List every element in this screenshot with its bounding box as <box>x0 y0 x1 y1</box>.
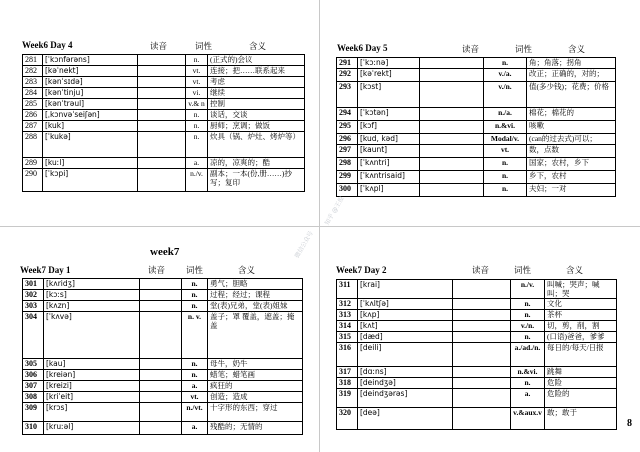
table-row <box>23 132 305 158</box>
spelling-blank <box>453 332 511 343</box>
table-row <box>23 290 303 301</box>
part-of-speech: vt. <box>186 77 208 88</box>
table-row <box>23 77 305 88</box>
meaning: 咳嗽 <box>527 121 616 134</box>
word-number: 318 <box>337 378 358 389</box>
spelling-blank <box>453 299 511 310</box>
table-row <box>23 55 305 66</box>
q3-vocab-table <box>22 278 303 435</box>
table-row <box>337 408 617 430</box>
pronunciation: [kaunt] <box>358 145 420 158</box>
pronunciation: [kɔf] <box>358 121 420 134</box>
spelling-blank <box>453 367 511 378</box>
q4-title: Week7 Day 2 <box>336 265 387 275</box>
table-row <box>337 310 617 321</box>
q4-vocab-table <box>336 279 617 430</box>
spelling-blank <box>138 66 186 77</box>
spelling-blank <box>138 110 186 121</box>
part-of-speech: v./n. <box>484 82 527 108</box>
meaning: 跳舞 <box>545 367 617 378</box>
spelling-blank <box>140 392 182 403</box>
word-number: 284 <box>23 88 43 99</box>
pronunciation: [kənˈsɪdə] <box>43 77 138 88</box>
spelling-blank <box>138 121 186 132</box>
spelling-blank <box>420 121 484 134</box>
spelling-blank <box>453 310 511 321</box>
table-row <box>337 343 617 367</box>
horizontal-divider <box>0 226 640 227</box>
pronunciation: [krɔs] <box>44 403 140 422</box>
table-row <box>23 312 303 359</box>
meaning: 盖子；罩 覆盖，遮盖；掩盖 <box>208 312 303 359</box>
spelling-blank <box>138 77 186 88</box>
word-number: 296 <box>337 134 358 145</box>
table-row <box>23 403 303 422</box>
part-of-speech: a. <box>182 422 208 435</box>
word-number: 290 <box>23 169 43 192</box>
pronunciation: [kʌp] <box>358 310 453 321</box>
pronunciation: [ˈkɔːnə] <box>358 58 420 69</box>
pronunciation: [kɔst] <box>358 82 420 108</box>
spelling-blank <box>140 279 182 290</box>
meaning: 每日的/每天/日报 <box>545 343 617 367</box>
pronunciation: [kau] <box>44 359 140 370</box>
meaning: 蜡笔；蜡笔画 <box>208 370 303 381</box>
spelling-blank <box>420 184 484 197</box>
word-number: 287 <box>23 121 43 132</box>
spelling-blank <box>420 108 484 121</box>
table-row <box>23 88 305 99</box>
word-number: 297 <box>337 145 358 158</box>
word-number: 289 <box>23 158 43 169</box>
part-of-speech: n./vt. <box>182 403 208 422</box>
q2-pos-header: 词性 <box>515 44 533 54</box>
spelling-blank <box>420 145 484 158</box>
part-of-speech: n. <box>186 121 208 132</box>
meaning: 叫喊；哭声；喊叫；哭 <box>545 280 617 299</box>
table-row <box>337 321 617 332</box>
spelling-blank <box>140 312 182 359</box>
meaning: 危险的 <box>545 389 617 408</box>
word-number: 309 <box>23 403 44 422</box>
meaning: 继续 <box>208 88 305 99</box>
pronunciation: [ˈkɔnfərəns] <box>43 55 138 66</box>
pronunciation: [ˈkɔpi] <box>43 169 138 192</box>
part-of-speech: n. <box>511 310 545 321</box>
table-row <box>337 145 616 158</box>
meaning: 副本；一本(份,册……)抄写；复印 <box>208 169 305 192</box>
part-of-speech: n. <box>511 332 545 343</box>
spelling-blank <box>453 389 511 408</box>
part-of-speech: n. <box>511 378 545 389</box>
meaning: 夫妇；一对 <box>527 184 616 197</box>
word-number: 293 <box>337 82 358 108</box>
q3-meaning-header: 含义 <box>238 265 256 275</box>
word-number: 314 <box>337 321 358 332</box>
table-row <box>337 332 617 343</box>
spelling-blank <box>140 301 182 312</box>
pronunciation: [ˈkɔtən] <box>358 108 420 121</box>
spelling-blank <box>138 99 186 110</box>
pronunciation: [deili] <box>358 343 453 367</box>
spelling-blank <box>138 158 186 169</box>
spelling-blank <box>420 171 484 184</box>
word-number: 303 <box>23 301 44 312</box>
part-of-speech: vt. <box>484 145 527 158</box>
pronunciation: [ˈkʌvə] <box>44 312 140 359</box>
meaning: 文化 <box>545 299 617 310</box>
meaning: 考虑 <box>208 77 305 88</box>
pronunciation: [ˈkʌntrisaid] <box>358 171 420 184</box>
part-of-speech: n. <box>484 58 527 69</box>
word-number: 298 <box>337 158 358 171</box>
part-of-speech: a. <box>182 381 208 392</box>
part-of-speech: n. <box>182 370 208 381</box>
table-row <box>23 392 303 403</box>
word-number: 294 <box>337 108 358 121</box>
pronunciation: [kuːl] <box>43 158 138 169</box>
word-number: 319 <box>337 389 358 408</box>
meaning: 敢；敢于 <box>545 408 617 430</box>
meaning: 堂(表)兄弟，堂(表)姐妹 <box>208 301 303 312</box>
part-of-speech: v./a. <box>484 69 527 82</box>
part-of-speech: n. <box>182 359 208 370</box>
table-row <box>337 108 616 121</box>
spelling-blank <box>420 134 484 145</box>
watermark-bottom: 微信公众号 <box>293 230 315 260</box>
word-number: 295 <box>337 121 358 134</box>
word-number: 291 <box>337 58 358 69</box>
word-number: 282 <box>23 66 43 77</box>
part-of-speech: v.& n <box>186 99 208 110</box>
word-number: 283 <box>23 77 43 88</box>
spelling-blank <box>453 280 511 299</box>
pronunciation: [kəˈrekt] <box>358 69 420 82</box>
pronunciation: [kənˈtinju] <box>43 88 138 99</box>
page-number: 8 <box>627 418 632 429</box>
pronunciation: [kruːəl] <box>44 422 140 435</box>
table-row <box>23 158 305 169</box>
word-number: 304 <box>23 312 44 359</box>
pronunciation: [ˈkʌpl] <box>358 184 420 197</box>
meaning: 乡下，农村 <box>527 171 616 184</box>
table-row <box>337 171 616 184</box>
spelling-blank <box>140 422 182 435</box>
pronunciation: [kuk] <box>43 121 138 132</box>
meaning: 危险 <box>545 378 617 389</box>
q1-vocab-table <box>22 54 305 192</box>
table-row <box>337 280 617 299</box>
pronunciation: [kud, kəd] <box>358 134 420 145</box>
spelling-blank <box>138 55 186 66</box>
table-row <box>337 121 616 134</box>
meaning: (口语)爸爸，爹爹 <box>545 332 617 343</box>
meaning: 厨师；烹调；做饭 <box>208 121 305 132</box>
pronunciation: [kreizi] <box>44 381 140 392</box>
q3-pos-header: 词性 <box>186 265 204 275</box>
part-of-speech: n. <box>186 55 208 66</box>
spelling-blank <box>453 408 511 430</box>
part-of-speech: v.&aux.v <box>511 408 545 430</box>
part-of-speech: a. <box>186 158 208 169</box>
pronunciation: [ˈkukə] <box>43 132 138 158</box>
part-of-speech: n./a. <box>484 108 527 121</box>
word-number: 286 <box>23 110 43 121</box>
pronunciation: [ˌkɔnvəˈseiʃən] <box>43 110 138 121</box>
table-row <box>337 299 617 310</box>
table-row <box>337 134 616 145</box>
meaning: 母牛，奶牛 <box>208 359 303 370</box>
spelling-blank <box>140 381 182 392</box>
meaning: (can的过去式)可以； <box>527 134 616 145</box>
table-row <box>23 279 303 290</box>
word-number: 312 <box>337 299 358 310</box>
part-of-speech: vt. <box>186 66 208 77</box>
spelling-blank <box>140 370 182 381</box>
pronunciation: [ˈkʌltʃə] <box>358 299 453 310</box>
part-of-speech: n. <box>186 132 208 158</box>
word-number: 313 <box>337 310 358 321</box>
table-row <box>337 158 616 171</box>
pronunciation: [dæd] <box>358 332 453 343</box>
meaning: 凉的，凉爽的；酷 <box>208 158 305 169</box>
table-row <box>337 367 617 378</box>
q1-meaning-header: 含义 <box>249 41 267 51</box>
part-of-speech: n. <box>511 299 545 310</box>
meaning: 勇气；胆略 <box>208 279 303 290</box>
meaning: 茶杯 <box>545 310 617 321</box>
spelling-blank <box>140 403 182 422</box>
meaning: 切，剪，削，割 <box>545 321 617 332</box>
meaning: 控制 <box>208 99 305 110</box>
pronunciation: [krai] <box>358 280 453 299</box>
meaning: 棉花；棉花的 <box>527 108 616 121</box>
part-of-speech: a. <box>511 389 545 408</box>
meaning: 值(多少钱)；花费；价格 <box>527 82 616 108</box>
table-row <box>337 378 617 389</box>
meaning: (正式的)会议 <box>208 55 305 66</box>
watermark-top: 知乎 @王俊 <box>323 195 346 227</box>
spelling-blank <box>420 58 484 69</box>
table-row <box>23 169 305 192</box>
word-number: 310 <box>23 422 44 435</box>
table-row <box>337 389 617 408</box>
q1-title: Week6 Day 4 <box>22 40 73 50</box>
part-of-speech: n./v. <box>186 169 208 192</box>
pronunciation: [kʌt] <box>358 321 453 332</box>
part-of-speech: Modal/v. <box>484 134 527 145</box>
pronunciation: [kənˈtrəul] <box>43 99 138 110</box>
word-number: 281 <box>23 55 43 66</box>
meaning: 连接；把……联系起来 <box>208 66 305 77</box>
pronunciation: [kɔːs] <box>44 290 140 301</box>
part-of-speech: n./v. <box>511 280 545 299</box>
q2-meaning-header: 含义 <box>568 44 586 54</box>
pronunciation: [kʌzn] <box>44 301 140 312</box>
word-number: 285 <box>23 99 43 110</box>
table-row <box>23 121 305 132</box>
spelling-blank <box>140 359 182 370</box>
word-number: 306 <box>23 370 44 381</box>
spelling-blank <box>420 69 484 82</box>
pronunciation: [deindʒərəs] <box>358 389 453 408</box>
meaning: 角；角落；拐角 <box>527 58 616 69</box>
part-of-speech: n. <box>484 184 527 197</box>
pronunciation: [ˈkʌntri] <box>358 158 420 171</box>
meaning: 残酷的；无情的 <box>208 422 303 435</box>
q3-pron-header: 读音 <box>148 265 166 275</box>
part-of-speech: n.&vi. <box>511 367 545 378</box>
word-number: 292 <box>337 69 358 82</box>
pronunciation: [deə] <box>358 408 453 430</box>
meaning: 炊具（锅、炉灶、烤炉等） <box>208 132 305 158</box>
word-number: 311 <box>337 280 358 299</box>
table-row <box>337 184 616 197</box>
meaning: 创造；造成 <box>208 392 303 403</box>
pronunciation: [dɑːns] <box>358 367 453 378</box>
table-row <box>337 69 616 82</box>
table-row <box>23 66 305 77</box>
word-number: 302 <box>23 290 44 301</box>
spelling-blank <box>453 321 511 332</box>
pronunciation: [kreiən] <box>44 370 140 381</box>
word-number: 315 <box>337 332 358 343</box>
pronunciation: [kriˈeit] <box>44 392 140 403</box>
table-row <box>23 370 303 381</box>
meaning: 十字形的东西；穿过 <box>208 403 303 422</box>
q2-title: Week6 Day 5 <box>337 43 388 53</box>
word-number: 307 <box>23 381 44 392</box>
word-number: 300 <box>337 184 358 197</box>
pronunciation: [deindʒə] <box>358 378 453 389</box>
part-of-speech: n. <box>182 290 208 301</box>
table-row <box>337 82 616 108</box>
q2-vocab-table <box>336 57 616 197</box>
word-number: 316 <box>337 343 358 367</box>
meaning: 数，点数 <box>527 145 616 158</box>
part-of-speech: n. <box>182 301 208 312</box>
part-of-speech: n. <box>484 171 527 184</box>
table-row <box>337 58 616 69</box>
meaning: 谈话，交谈 <box>208 110 305 121</box>
q2-pron-header: 读音 <box>462 44 480 54</box>
part-of-speech: vi. <box>186 88 208 99</box>
pronunciation: [kəˈnekt] <box>43 66 138 77</box>
spelling-blank <box>420 82 484 108</box>
part-of-speech: v./n. <box>511 321 545 332</box>
spelling-blank <box>140 290 182 301</box>
table-row <box>23 381 303 392</box>
part-of-speech: n. <box>186 110 208 121</box>
word-number: 305 <box>23 359 44 370</box>
spelling-blank <box>420 158 484 171</box>
spelling-blank <box>138 169 186 192</box>
meaning: 改正；正确的，对的； <box>527 69 616 82</box>
part-of-speech: vt. <box>182 392 208 403</box>
word-number: 288 <box>23 132 43 158</box>
q4-meaning-header: 含义 <box>566 265 584 275</box>
table-row <box>23 359 303 370</box>
table-row <box>23 422 303 435</box>
pronunciation: [kʌridʒ] <box>44 279 140 290</box>
table-row <box>23 99 305 110</box>
q4-pron-header: 读音 <box>472 265 490 275</box>
q1-pos-header: 词性 <box>195 41 213 51</box>
meaning: 疯狂的 <box>208 381 303 392</box>
q3-title: Week7 Day 1 <box>20 265 71 275</box>
meaning: 国家；农村，乡下 <box>527 158 616 171</box>
word-number: 317 <box>337 367 358 378</box>
spelling-blank <box>138 88 186 99</box>
spelling-blank <box>138 132 186 158</box>
word-number: 308 <box>23 392 44 403</box>
q4-pos-header: 词性 <box>514 265 532 275</box>
table-row <box>23 110 305 121</box>
spelling-blank <box>453 378 511 389</box>
word-number: 299 <box>337 171 358 184</box>
q1-pron-header: 读音 <box>150 41 168 51</box>
part-of-speech: n. <box>484 158 527 171</box>
part-of-speech: n. <box>182 279 208 290</box>
week7-title: week7 <box>150 246 180 258</box>
part-of-speech: n.&vi. <box>484 121 527 134</box>
part-of-speech: n. v. <box>182 312 208 359</box>
part-of-speech: a./ad./n. <box>511 343 545 367</box>
word-number: 301 <box>23 279 44 290</box>
meaning: 过程；经过；课程 <box>208 290 303 301</box>
spelling-blank <box>453 343 511 367</box>
table-row <box>23 301 303 312</box>
word-number: 320 <box>337 408 358 430</box>
